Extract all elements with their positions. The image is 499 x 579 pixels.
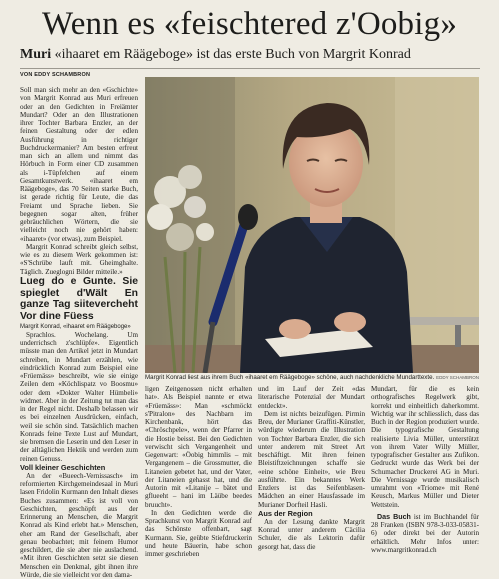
article-column-3 xyxy=(258,385,365,551)
header-rule xyxy=(20,68,480,69)
byline: VON EDDY SCHAMBRON xyxy=(20,72,91,78)
book-info-text: ist im Buchhandel für 28 Franken (ISBN 978-3-033-05831-6) oder direkt bei der Autorin erhältlich. Mehr Infos unter: www.margritkonrad.ch xyxy=(371,512,479,554)
pull-quote-attribution: Margrit Konrad, «ihaaret em Räägeboge» xyxy=(20,323,131,330)
paragraph: An der Lesung dankte Margrit Konrad unter anderem Cäcilia Schuler, die als Lektorin dafür gesorgt hat, dass die xyxy=(258,517,365,551)
paragraph: In den Gedichten werde die Sprachkunst von Margrit Konrad auf das Schönste offenbart, sagt Kurmann. Sie, geübte Stiefdruckerin und heute Bäuerin, habe schon immer geschrieben xyxy=(145,508,252,558)
book-info xyxy=(371,513,479,554)
pull-quote: Lueg do e Gunte. Sie spieglet d'Wält En ganze Tag siitevercheht Vor dine Füess xyxy=(20,275,138,323)
photo-illustration xyxy=(145,77,479,373)
paragraph: Margrit Konrad schreibt gleich selbst, wie es zu diesem Werk gekommen ist: «S'Schrübe lauft mit. Gheimghalte. Täglich. Zueglogni Bilder mitteile.» xyxy=(20,242,138,276)
headline: Wenn es «feischtered z'Oobig» xyxy=(41,6,458,42)
deck-subtitle xyxy=(20,46,490,63)
article-column-1 xyxy=(20,86,138,579)
paragraph: ligen Zeitgenossen nicht erhalten hat». Als Beispiel nannte er etwa «Früemäss»: Man «schmöckt s'Pitralon» des Nachbarn im Kirchenbank, hört das «Chröschpele», wenn der Pfarrer in die Hostie beisst. Bei den Gedichten verwischt sich Vergangenheit und Gegenwart: «Öobig himmlis – mit Vergangenem – die Grossmutter, die Litaneien gebetet hat, und der Vater, der Litaneien gehasst hat, und die Autorin mit «Litanije – bätet und gflueeht – hani im Läübe beedes bruucht». xyxy=(145,385,252,509)
paragraph: Sprachlos. Wochelang. Um underrichsch z'schlüpfe». Eigentlich müsste man den Artikel jetzt in Mundart schreiben, in Mundart erzählen, wie eindrücklich Konrad zum Beispiel eine «Früemäss» beschreibt, wie sie einige Zeilen dem «Köchlispatz vo Boosmu» oder dem «Dokter Walter Hümbeli» widmet. Aber in der Zeitung tut man das in der Regel nicht. Deshalb belassen wir es bei einzelnen Ausdrücken, einfach, weil sie schön sind. Tatsächlich machen Konrads feine Texte Lust auf Mundart, sie bremsen die Leserin und den Leser in der alltäglichen Hektik und werden zum reinen Genuss. xyxy=(20,330,138,463)
book-info-label: Das Buch xyxy=(377,512,411,521)
article-column-4 xyxy=(371,385,479,554)
subheading: Voll kleiner Geschichten xyxy=(20,462,106,472)
photo-caption: Margrit Konrad liest aus ihrem Buch «ihaaret em Räägeboge» schöne, auch nachdenkliche Mundarttexte. xyxy=(145,374,435,381)
paragraph: und im Lauf der Zeit «das literarische Potenzial der Mundart entdeckt». xyxy=(258,385,365,410)
paragraph: Mundart, für die es kein orthografisches Regelwerk gibt, korrekt und einheitlich daherkommt. Wichtig war ihr schliesslich, dass das Buch in der Region produziert wurde. Die typografische Gestaltung realisierte Livia Müller, unterstützt von ihrem Vater Willy Müller, typografischer Gestalter aus Zufikon. Gedruckt wurde das Werk bei der Schumacher Druckerei AG in Muri. Die Vernissage wurde musikalisch umrahmt von «Triome» mit René Keusch, Markus Müller und Dieter Wettstein. xyxy=(371,385,479,509)
photo-credit: EDDY SCHAMBRON xyxy=(436,375,479,380)
deck-place: Muri xyxy=(20,47,52,62)
article-column-2 xyxy=(145,385,252,558)
deck-text: «ihaaret em Räägeboge» ist das erste Buch von Margrit Konrad xyxy=(51,47,411,62)
subheading: Aus der Region xyxy=(258,508,313,518)
paragraph: Dem ist nichts beizufügen. Pirmin Breu, der Murianer Graffiti-Künstler, würdigte wiederum die Illustration von Tochter Barbara Enzler, die sich unter anderem mit Street Art beschäftigt. Mit ihren feinen Bleistiftzeichnungen schaffe sie «eine schöne Einheit», wie Breu ausführte. Ein bekanntes Werk Enzlers ist das Seifenblasen-Mädchen an einer Hausfassade im Murianer Dorfteil Hasli. xyxy=(258,409,365,509)
article-photo xyxy=(145,77,479,373)
paragraph: An der «Bueech-Vernissasch» im reformierten Kirchgemeindesaal in Muri lasen Fridolin Kurmann den Inhalt dieses Buches zusammen: «Es ist voll von Geschichten, geschöpft aus der Erinnerung an Menschen, die Margrit Konrad als Kind erlebt hat.» Menschen, eher am Rand der Gesellschaft, aber genau beobachtet; mit feinem Humor geschildert, die sie aber nie auslachend. «Mit ihren Geschichten setzt sie diesen Menschen ein Denkmal, gibt ihnen ihre Würde, die sie vielleicht vor den dama- xyxy=(20,471,138,579)
paragraph: Soll man sich mehr an den «Gschichte» von Margrit Konrad aus Muri erfreuen oder an den Gedichten in Freiämter Mundart? Oder an den Illustrationen ihrer Tochter Barbara Enzler, an der feinen Gestaltung oder der edlen Ausführung in richtiger Buchdruckermanier? Am besten erfreut man sich an allem und nimmt das Hörbuch in Form einer CD zusammen als i-Tüpfelchen auf einem Gesamtkunstwerk. «ihaaret em Räägeboge», das 70 Seiten starke Buch, ist gerade richtig für Leute, die das Freiamt und Sprache lieben. Sie begegnen sogar alten, früher gebräuchlichen Wörtern, die sie vielleicht noch nie gehört haben: «ihaaret» (vor etwas), zum Beispiel. xyxy=(20,86,138,243)
